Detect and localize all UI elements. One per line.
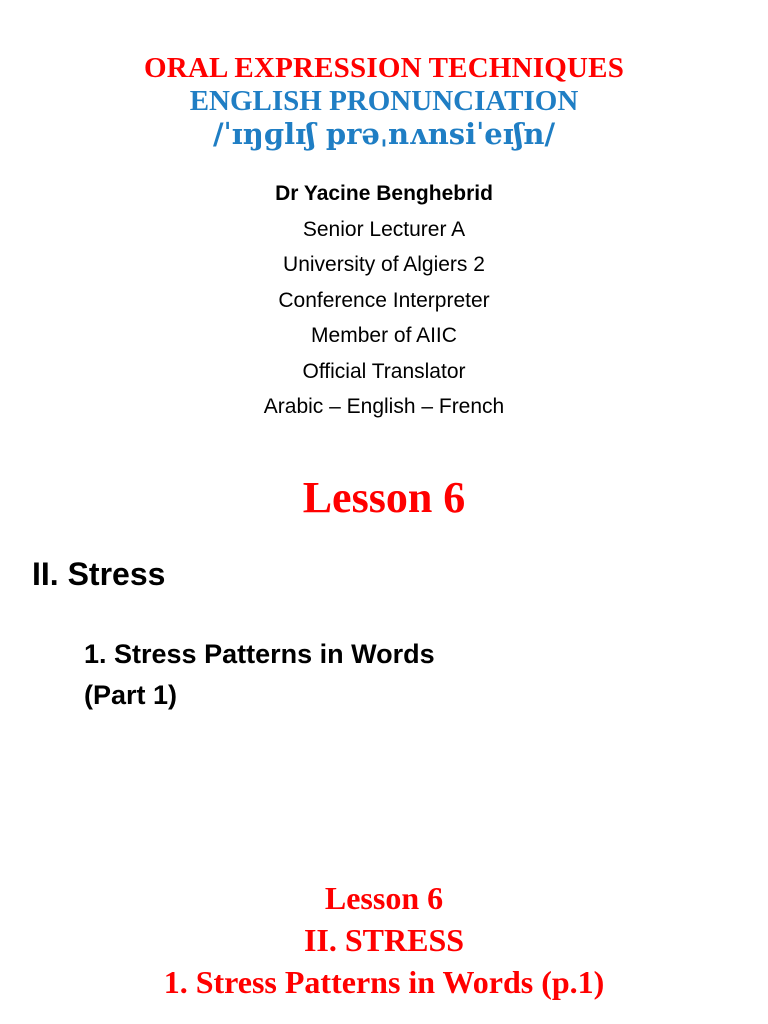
author-block [0, 176, 768, 425]
author-name: Dr Yacine Benghebrid [275, 182, 493, 205]
sub-heading-part: (Part 1) [84, 680, 178, 710]
sub-heading [84, 634, 435, 716]
document-header [0, 52, 768, 151]
footer-section: II. STRESS [303, 922, 465, 958]
lesson-title: Lesson 6 [302, 473, 466, 522]
footer-block [0, 877, 768, 1003]
author-position: Senior Lecturer A [302, 217, 466, 241]
author-languages: Arabic – English – French [263, 395, 505, 418]
author-role-interpreter: Conference Interpreter [278, 288, 490, 312]
author-university: University of Algiers 2 [283, 253, 485, 276]
author-role-translator: Official Translator [302, 359, 466, 383]
phonetic-transcription: /ˈɪŋɡlɪʃ prəˌnʌnsiˈeɪʃn/ [212, 117, 556, 151]
author-membership: Member of AIIC [311, 324, 457, 347]
footer-topic: 1. Stress Patterns in Words (p.1) [163, 964, 605, 1000]
sub-heading-line: 1. Stress Patterns in Words [84, 639, 435, 669]
section-heading: II. Stress [32, 556, 166, 592]
topic-title: ENGLISH PRONUNCIATION [189, 85, 579, 117]
course-title: ORAL EXPRESSION TECHNIQUES [143, 52, 625, 84]
footer-lesson: Lesson 6 [324, 880, 444, 916]
